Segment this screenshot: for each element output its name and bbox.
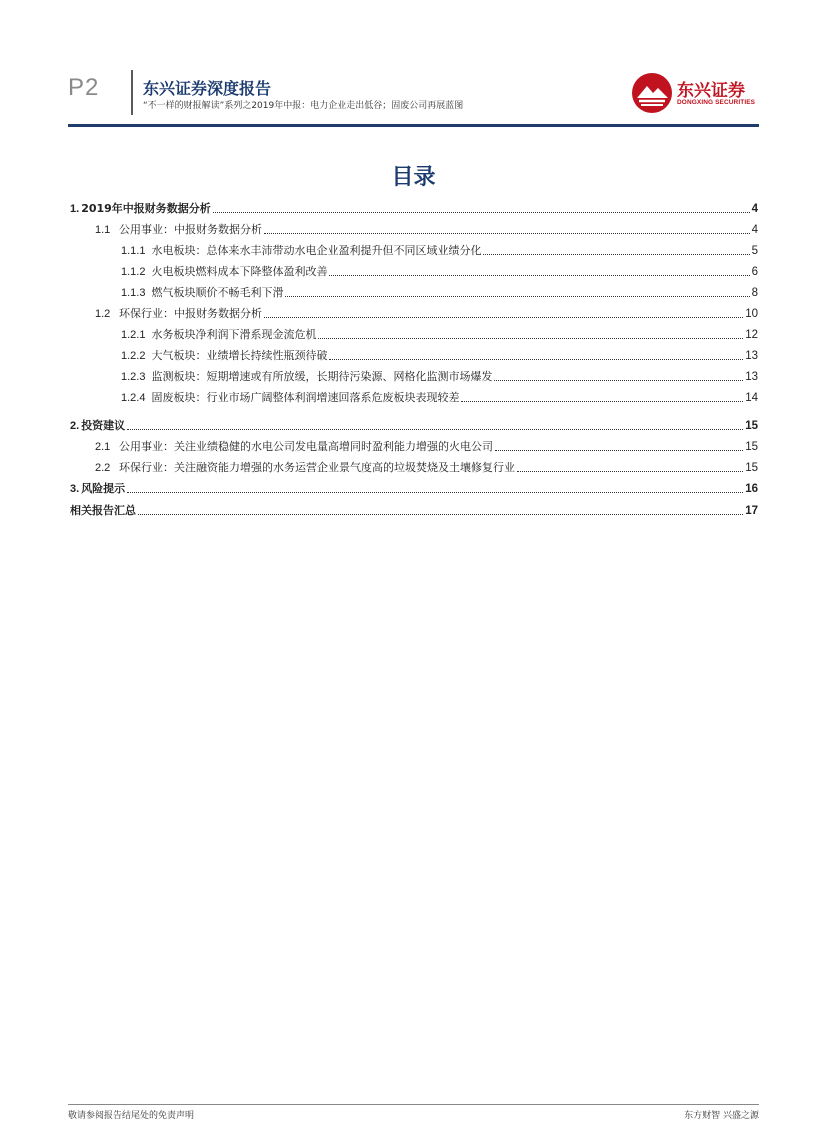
toc-entry[interactable] [70, 238, 758, 258]
report-title: 东兴证券深度报告 [143, 79, 272, 98]
toc-entry-page: 15 [745, 420, 758, 432]
report-subtitle: “不一样的财报解读”系列之2019年中报：电力企业走出低谷；固废公司再展蓝图 [143, 101, 464, 111]
logo-english-name: DONGXING SECURITIES [677, 99, 756, 106]
toc-dot-leader [318, 337, 743, 339]
footer-disclaimer: 敬请参阅报告结尾处的免责声明 [68, 1111, 195, 1121]
toc-dot-leader [213, 211, 750, 213]
toc-entry-label: 水电板块：总体来水丰沛带动水电企业盈利提升但不同区域业绩分化 [151, 244, 482, 257]
toc-entry-page: 10 [745, 308, 758, 320]
toc-entry-number: 1.1 [95, 224, 111, 236]
toc-dot-leader [127, 491, 743, 493]
toc-entry-number: 1.2.2 [121, 350, 146, 362]
toc-entry[interactable] [70, 455, 758, 475]
toc-entry-number: 3. [70, 483, 80, 495]
toc-dot-leader [264, 232, 750, 234]
toc-entry-page: 15 [745, 462, 758, 474]
toc-entry[interactable] [70, 322, 758, 342]
toc-entry-label: 火电板块燃料成本下降整体盈利改善 [151, 265, 328, 278]
toc-entry[interactable] [70, 217, 758, 237]
company-logo [631, 72, 761, 114]
page-header [0, 0, 827, 130]
toc-entry-page: 12 [745, 329, 758, 341]
toc-entry-number: 1.1.2 [121, 266, 146, 278]
toc-entry-label: 环保行业：关注融资能力增强的水务运营企业景气度高的垃圾焚烧及土壤修复行业 [119, 461, 515, 474]
toc-entry-label: 固废板块：行业市场广阔整体利润增速回落系危废板块表现较差 [151, 391, 460, 404]
toc-entry-page: 6 [751, 266, 758, 278]
toc-entry-number: 2.1 [95, 441, 111, 453]
toc-entry-page: 17 [745, 505, 758, 517]
logo-chinese-name: 东兴证券 [677, 81, 745, 101]
toc-entry-label: 投资建议 [81, 419, 126, 432]
toc-entry[interactable] [70, 385, 758, 405]
toc-entry-number: 1. [70, 203, 80, 215]
toc-dot-leader [329, 358, 743, 360]
toc-dot-leader [264, 316, 743, 318]
toc-entry[interactable] [70, 343, 758, 363]
toc-entry-page: 13 [745, 371, 758, 383]
toc-entry-page: 5 [751, 245, 758, 257]
toc-entry[interactable] [70, 498, 758, 518]
logo-emblem-icon [631, 72, 673, 114]
toc-entry-number: 1.2.4 [121, 392, 146, 404]
toc-dot-leader [461, 400, 743, 402]
toc-dot-leader [138, 513, 743, 515]
toc-entry-label: 公用事业：中报财务数据分析 [119, 223, 262, 236]
toc-entry-number: 1.1.3 [121, 287, 146, 299]
toc-entry-page: 15 [745, 441, 758, 453]
toc-entry-label: 风险提示 [81, 482, 126, 495]
toc-entry-label: 燃气板块顺价不畅毛利下滑 [151, 286, 284, 299]
toc-entry-label: 监测板块：短期增速或有所放缓，长期待污染源、网格化监测市场爆发 [151, 370, 493, 383]
toc-entry[interactable] [70, 259, 758, 279]
toc-entry-page: 16 [745, 483, 758, 495]
toc-entry-number: 2. [70, 420, 80, 432]
toc-entry-number: 1.2.1 [121, 329, 146, 341]
toc-entry[interactable] [70, 476, 758, 496]
toc-entry-number: 1.1.1 [121, 245, 146, 257]
toc-entry[interactable] [70, 364, 758, 384]
toc-entry[interactable] [70, 413, 758, 433]
footer-rule [68, 1104, 759, 1105]
toc-dot-leader [329, 274, 749, 276]
toc-entry-page: 4 [751, 224, 758, 236]
toc-entry-label: 大气板块：业绩增长持续性瓶颈待破 [151, 349, 328, 362]
toc-entry-label: 公用事业：关注业绩稳健的水电公司发电量高增同时盈利能力增强的火电公司 [119, 440, 493, 453]
toc-dot-leader [517, 470, 743, 472]
footer-slogan: 东方财智 兴盛之源 [684, 1111, 759, 1121]
toc-entry-label: 相关报告汇总 [70, 504, 136, 517]
toc-entry-label: 环保行业：中报财务数据分析 [119, 307, 262, 320]
toc-entry-page: 14 [745, 392, 758, 404]
toc-entry-number: 2.2 [95, 462, 111, 474]
page-label: P2 [68, 74, 100, 101]
toc-dot-leader [495, 449, 743, 451]
toc-entry-page: 4 [751, 203, 758, 215]
toc-dot-leader [483, 253, 749, 255]
toc-entry[interactable] [70, 280, 758, 300]
toc-entry[interactable] [70, 301, 758, 321]
toc-entry-number: 1.2.3 [121, 371, 146, 383]
header-rule [68, 124, 759, 127]
header-divider [131, 70, 133, 115]
toc-entry-page: 8 [751, 287, 758, 299]
toc-entry-label: 水务板块净利润下滑系现金流危机 [151, 328, 317, 341]
toc-entry-label: 2019年中报财务数据分析 [81, 202, 211, 215]
toc-dot-leader [494, 379, 743, 381]
toc-dot-leader [285, 295, 749, 297]
toc-entry[interactable] [70, 434, 758, 454]
toc-entry-number: 1.2 [95, 308, 111, 320]
toc-dot-leader [127, 428, 743, 430]
toc-entry-page: 13 [745, 350, 758, 362]
toc-title: 目录 [391, 165, 436, 190]
toc-entry[interactable] [70, 196, 758, 216]
